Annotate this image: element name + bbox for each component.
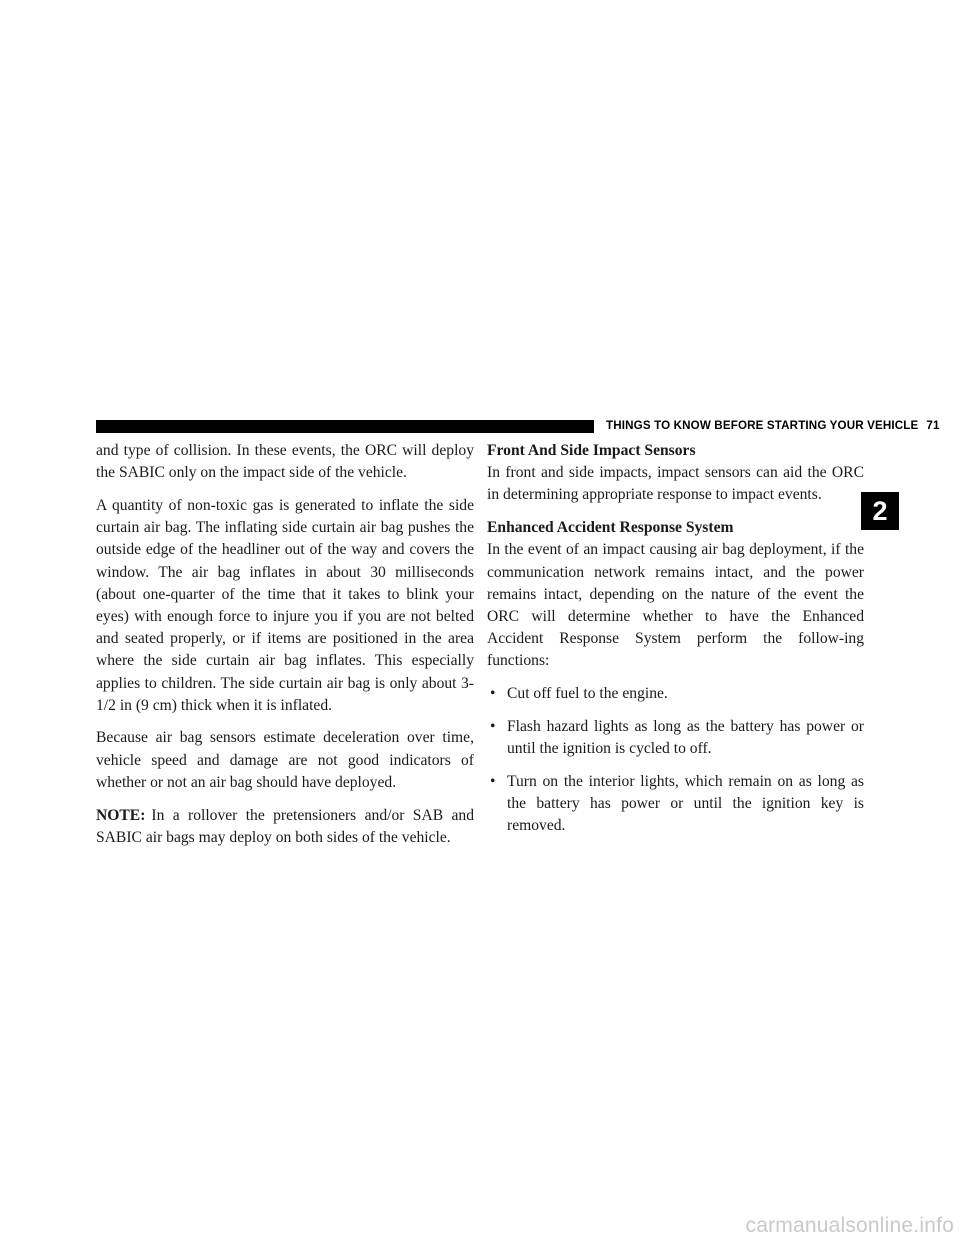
watermark: carmanualsonline.info	[745, 1214, 954, 1237]
section-heading-accident-response: Enhanced Accident Response System	[487, 519, 734, 537]
list-item	[487, 771, 864, 838]
right-paragraph-2: In the event of an impact causing air bag deployment, if the communication network remains intact, and the power remains intact, depending on the nature of the event the ORC will determine whether to have the Enhanced Accident Response System perform the follow-ing functions:	[487, 541, 864, 670]
left-paragraph-3: Because air bag sensors estimate deceleration over time, vehicle speed and damage are not good indicators of whether or not an air bag should have deployed.	[96, 729, 474, 791]
chapter-tab: 2	[861, 492, 899, 530]
bullet-icon: •	[490, 717, 496, 735]
list-item	[487, 716, 864, 760]
note-paragraph	[96, 805, 474, 849]
bullet-icon: •	[490, 685, 496, 703]
right-column	[487, 440, 864, 848]
list-item-text: Flash hazard lights as long as the battery has power or until the ignition is cycled to off.	[507, 717, 864, 757]
header-rule	[96, 420, 594, 433]
right-paragraph-1: In front and side impacts, impact sensors can aid the ORC in determining appropriate response to impact events.	[487, 464, 864, 504]
header-title: THINGS TO KNOW BEFORE STARTING YOUR VEHICLE	[606, 419, 919, 432]
function-list	[487, 683, 864, 837]
note-label: NOTE:	[96, 806, 146, 824]
list-item-text: Cut off fuel to the engine.	[507, 685, 668, 703]
note-text: In a rollover the pretensioners and/or SAB and SABIC air bags may deploy on both sides of the vehicle.	[96, 806, 474, 846]
page-number: 71	[926, 419, 940, 432]
left-paragraph-2: A quantity of non-toxic gas is generated to inflate the side curtain air bag. The inflating side curtain air bag pushes the outside edge of the headliner out of the way and covers the window. The air bag inflates in about 30 milliseconds (about one-quarter of the time that it takes to blink your eyes) with enough force to injure you if you are not belted and seated properly, or if items are positioned in the area where the side curtain air bag inflates. This especially applies to children. The side curtain air bag is only about 3-1/2 in (9 cm) thick when it is inflated.	[96, 496, 474, 714]
section-heading-impact-sensors: Front And Side Impact Sensors	[487, 442, 696, 459]
left-column	[96, 440, 474, 859]
list-item-text: Turn on the interior lights, which remain on as long as the battery has power or until the ignition key is removed.	[507, 772, 864, 835]
left-paragraph-1: and type of collision. In these events, the ORC will deploy the SABIC only on the impact side of the vehicle.	[96, 442, 474, 482]
running-header	[606, 418, 940, 434]
list-item	[487, 683, 864, 705]
bullet-icon: •	[490, 772, 496, 790]
